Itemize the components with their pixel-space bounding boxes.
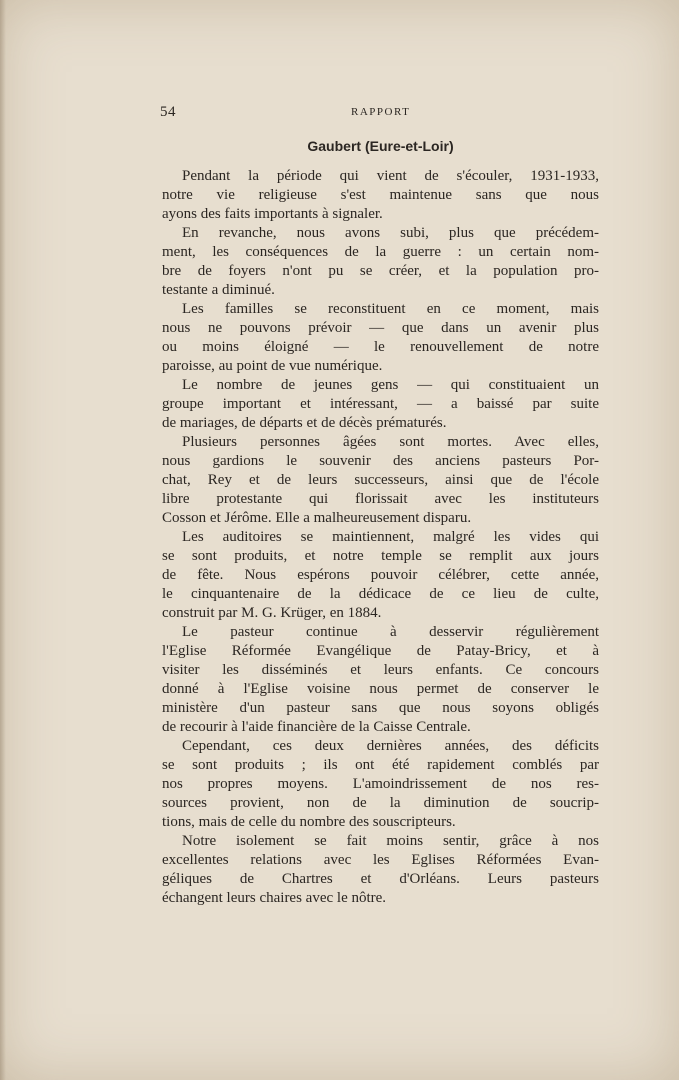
text-line: testante a diminué. xyxy=(162,282,275,298)
text-line: l'Eglise Réformée Evangélique de Patay-Bricy, et à xyxy=(162,643,599,659)
text-line: échangent leurs chaires avec le nôtre. xyxy=(162,890,387,906)
text-line: paroisse, au point de vue numérique. xyxy=(162,358,383,374)
text-line: donné à l'Eglise voisine nous permet de conserver le xyxy=(162,681,599,697)
page-fold-shadow xyxy=(0,0,6,1080)
text-line: Pendant la période qui vient de s'écouler, 1931-1933, xyxy=(182,168,599,184)
text-line: construit par M. G. Krüger, en 1884. xyxy=(162,605,382,621)
text-line: notre vie religieuse s'est maintenue sans que nous xyxy=(162,187,599,203)
text-line: géliques de Chartres et d'Orléans. Leurs pasteurs xyxy=(162,871,599,887)
text-line: Cependant, ces deux dernières années, des déficits xyxy=(182,738,599,754)
paragraph xyxy=(162,167,599,224)
text-line: tions, mais de celle du nombre des souscripteurs. xyxy=(162,814,456,830)
text-line: Les familles se reconstituent en ce moment, mais xyxy=(182,301,599,317)
text-line: ayons des faits importants à signaler. xyxy=(162,206,383,222)
text-line: de mariages, de départs et de décès prématurés. xyxy=(162,415,447,431)
text-line: Le nombre de jeunes gens — qui constituaient un xyxy=(182,377,599,393)
text-line: Le pasteur continue à desservir régulièrement xyxy=(182,624,599,640)
running-head: RAPPORT xyxy=(351,106,411,118)
text-line: groupe important et intéressant, — a baissé par suite xyxy=(162,396,599,412)
text-line: libre protestante qui florissait avec les instituteurs xyxy=(162,491,599,507)
text-line: ou moins éloigné — le renouvellement de notre xyxy=(162,339,599,355)
text-line: se sont produits ; ils ont été rapidement comblés par xyxy=(162,757,599,773)
text-line: chat, Rey et de leurs successeurs, ainsi que de l'école xyxy=(162,472,599,488)
body-text xyxy=(162,167,599,908)
text-line: sources provient, non de la diminution de soucrip- xyxy=(162,795,599,811)
paragraph xyxy=(162,623,599,737)
text-line: excellentes relations avec les Eglises Réformées Evan- xyxy=(162,852,599,868)
text-line: de fête. Nous espérons pouvoir célébrer, cette année, xyxy=(162,567,599,583)
text-line: ment, les conséquences de la guerre : un certain nom- xyxy=(162,244,599,260)
text-line: En revanche, nous avons subi, plus que précédem- xyxy=(182,225,599,241)
page-number: 54 xyxy=(160,104,176,120)
paragraph xyxy=(162,224,599,300)
text-line: se sont produits, et notre temple se remplit aux jours xyxy=(162,548,599,564)
text-line: Notre isolement se fait moins sentir, grâce à nos xyxy=(182,833,599,849)
paragraph xyxy=(162,832,599,908)
text-line: nos propres moyens. L'amoindrissement de nos res- xyxy=(162,776,599,792)
text-line: de recourir à l'aide financière de la Caisse Centrale. xyxy=(162,719,471,735)
paragraph xyxy=(162,300,599,376)
paragraph xyxy=(162,528,599,623)
text-line: nous ne pouvons prévoir — que dans un avenir plus xyxy=(162,320,599,336)
text-line: Plusieurs personnes âgées sont mortes. Avec elles, xyxy=(182,434,599,450)
text-line: visiter les disséminés et leurs enfants. Ce concours xyxy=(162,662,599,678)
text-line: ministère d'un pasteur sans que nous soyons obligés xyxy=(162,700,599,716)
paragraph xyxy=(162,737,599,832)
section-title: Gaubert (Eure-et-Loir) xyxy=(307,138,454,154)
text-line: Les auditoires se maintiennent, malgré les vides qui xyxy=(182,529,599,545)
text-line: bre de foyers n'ont pu se créer, et la population pro- xyxy=(162,263,599,279)
text-line: Cosson et Jérôme. Elle a malheureusement disparu. xyxy=(162,510,472,526)
text-line: nous gardions le souvenir des anciens pasteurs Por- xyxy=(162,453,599,469)
paragraph xyxy=(162,376,599,433)
text-line: le cinquantenaire de la dédicace de ce lieu de culte, xyxy=(162,586,599,602)
paragraph xyxy=(162,433,599,528)
